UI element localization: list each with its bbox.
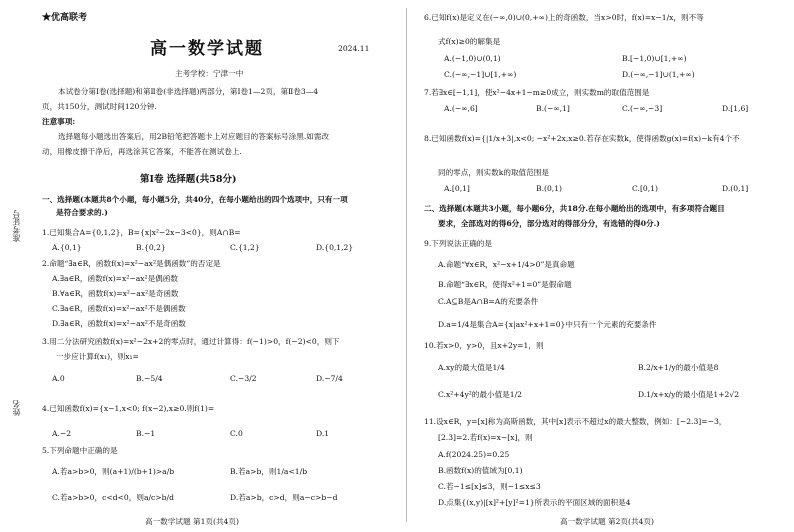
notice-title: 注意事项: — [42, 117, 76, 126]
exam-tag: ★优高联考 — [42, 13, 88, 23]
q5-option-d: D.若a>b，c>d，则a−c>b−d — [230, 493, 338, 502]
q7-option-d: D.[1,6] — [722, 104, 749, 113]
q1-option-a: A.{0,1} — [52, 243, 82, 252]
section1-line-2: 是符合要求的.) — [56, 208, 108, 217]
exam-title: 高一数学试题 — [150, 39, 264, 59]
q10-option-b: B.2/x+1/y的最小值是8 — [638, 363, 719, 372]
question-7: 7.若∃x∈[−1,1]，使x²−4x+1−m≥0成立，则实数m的取值范围是 — [424, 88, 650, 97]
question-10: 10.若x>0，y>0，且x+2y=1，则 — [424, 341, 544, 350]
q6-option-c: C.(−∞,−1]∪[1,+∞) — [444, 70, 517, 79]
exam-date: 2024.11 — [338, 44, 370, 53]
intro-line-2: 页，共150分，测试时间120分钟. — [42, 102, 157, 111]
q2-option-c: C.∃a∈R，函数f(x)=x²−ax²不是偶函数 — [52, 304, 186, 313]
question-5: 5.下列命题中正确的是 — [42, 446, 118, 455]
q3-option-c: C.−3/2 — [230, 374, 257, 383]
notice-line-1: 选择题每小题选出答案后，用2B铅笔把答题卡上对应题目的答案标号涂黑.如需改 — [58, 132, 330, 141]
q4-option-d: D.1 — [316, 429, 330, 438]
footer-right: 高一数学试题 第2页(共4页) — [560, 517, 654, 526]
q5-option-b: B.若a>b，则1/a<1/b — [230, 467, 308, 476]
q11-option-d: D.点集{(x,y)|[x]²+[y]²=1}所表示的平面区域的面积是4 — [438, 498, 631, 507]
q9-option-c: C.A⊆B是A∩B=A的充要条件 — [438, 297, 539, 306]
q1-option-d: D.{0,1,2} — [316, 243, 354, 252]
section1-line-1: 一、选择题(本题共8个小题，每小题5分，共40分，在每小题给出的四个选项中，只有一项 — [42, 195, 348, 204]
q6-option-b: B.[−1,0)∪[1,+∞) — [622, 54, 687, 63]
question-2: 2.命题“∃a∈R，函数f(x)=x²−ax²是偶函数”的否定是 — [42, 259, 221, 268]
q2-option-b: B.∀a∈R，函数f(x)=x²−ax²是奇函数 — [52, 289, 179, 298]
q9-option-a: A.命题“∀x∈R，x²−x+1/4>0”是真命题 — [438, 260, 575, 269]
q10-option-a: A.xy的最大值是1/4 — [438, 363, 505, 372]
q9-option-b: B.命题“∃x∈R，使得x²+1=0”是假命题 — [438, 280, 572, 289]
q1-option-b: B.{0,2} — [136, 243, 166, 252]
id-label: 准考证号 — [12, 210, 21, 242]
name-label: 姓名 — [12, 400, 21, 416]
q8-option-b: B.(0,1) — [536, 184, 562, 193]
q3-option-a: A.0 — [52, 374, 65, 383]
q4-option-b: B.−1 — [136, 429, 156, 438]
q7-option-c: C.(−∞,−3] — [622, 104, 663, 113]
host-school: 主考学校：宁津一中 — [175, 69, 244, 78]
page-divider — [406, 8, 407, 522]
question-4: 4.已知函数f(x)={x−1,x<0; f(x−2),x≥0.则f(1)= — [42, 404, 215, 413]
q8-option-d: D.(0,1] — [722, 184, 749, 193]
question-6: 6.已知f(x)是定义在(−∞,0)∪(0,+∞)上的奇函数，当x>0时，f(x)=x−1/x，则不等 — [424, 13, 704, 22]
intro-line-1: 本试卷分第Ⅰ卷(选择题)和第Ⅱ卷(非选择题)两部分，第Ⅰ卷1—2页，第Ⅱ卷3—4 — [58, 87, 319, 96]
q11-option-c: C.若−1≤[x]≤3，则−1≤x≤3 — [438, 482, 541, 491]
section2-line-2: 要求，全部选对的得6分，部分选对的得部分分，有选错的得0分.) — [438, 219, 660, 228]
q7-option-a: A.(−∞,6] — [444, 104, 478, 113]
q2-option-a: A.∃a∈R，函数f(x)=x²−ax²是偶函数 — [52, 274, 178, 283]
q3-option-b: B.−5/4 — [136, 374, 163, 383]
q6-option-a: A.(−1,0)∪(0,1) — [444, 54, 501, 63]
question-1: 1.已知集合A={0,1,2}，B={x|x²−2x−3<0}，则A∩B= — [42, 228, 241, 237]
question-3-cont: 一步应计算f(x₁)，则x₁= — [56, 352, 139, 361]
q11-option-b: B.函数f(x)的值域为[0,1) — [438, 466, 523, 475]
q10-option-c: C.x²+4y²的最小值是1/2 — [438, 390, 522, 399]
q6-option-d: D.(−∞,−1]∪(1,+∞) — [622, 70, 695, 79]
part1-title: 第Ⅰ卷 选择题(共58分) — [140, 174, 237, 185]
question-9: 9.下列说法正确的是 — [424, 239, 492, 248]
q5-option-c: C.若a>b>0，c<d<0，则a/c>b/d — [52, 493, 174, 502]
q8-option-a: A.[0,1] — [444, 184, 470, 193]
question-6-cont: 式f(x)≥0的解集是 — [438, 37, 501, 46]
question-8-cont: 同的零点，则实数k的取值范围是 — [438, 168, 549, 177]
q9-option-d: D.a=1/4是集合A={x|ax²+x+1=0}中只有一个元素的充要条件 — [438, 320, 657, 329]
question-8: 8.已知函数f(x)={|1/x+3|,x<0; −x²+2x,x≥0.若存在实数k，使得函数g(x)=f(x)−k有4个不 — [424, 134, 740, 143]
footer-left: 高一数学试题 第1页(共4页) — [145, 517, 239, 526]
section2-line-1: 二、选择题(本题共3小题，每小题6分，共18分.在每小题给出的选项中，有多项符合题目 — [424, 204, 725, 213]
q1-option-c: C.{1,2} — [230, 243, 260, 252]
notice-line-2: 动，用橡皮擦干净后，再选涂其它答案，不能答在测试卷上. — [42, 147, 242, 156]
q3-option-d: D.−7/4 — [316, 374, 343, 383]
q8-option-c: C.[0,1) — [632, 184, 658, 193]
question-11-cont: [2.3]=2.若f(x)=x−[x]，则 — [438, 433, 533, 442]
q5-option-a: A.若a>b>0，则(a+1)/(b+1)>a/b — [52, 467, 175, 476]
q4-option-c: C.0 — [230, 429, 243, 438]
question-11: 11.设x∈R，y=[x]称为高斯函数，其中[x]表示不超过x的最大整数，例如：[−2.3]=−3， — [424, 417, 727, 426]
q7-option-b: B.(−∞,1] — [536, 104, 570, 113]
q11-option-a: A.f(2024.25)=0.25 — [438, 450, 510, 459]
q2-option-d: D.∃a∈R，函数f(x)=x²−ax²不是奇函数 — [52, 319, 186, 328]
question-3: 3.用二分法研究函数f(x)=x²−2x+2的零点时，通过计算得：f(−1)>0，f(−2)<0，则下 — [42, 337, 340, 346]
q10-option-d: D.1/x+x/y的最小值是1+2√2 — [638, 390, 740, 399]
q4-option-a: A.−2 — [52, 429, 72, 438]
